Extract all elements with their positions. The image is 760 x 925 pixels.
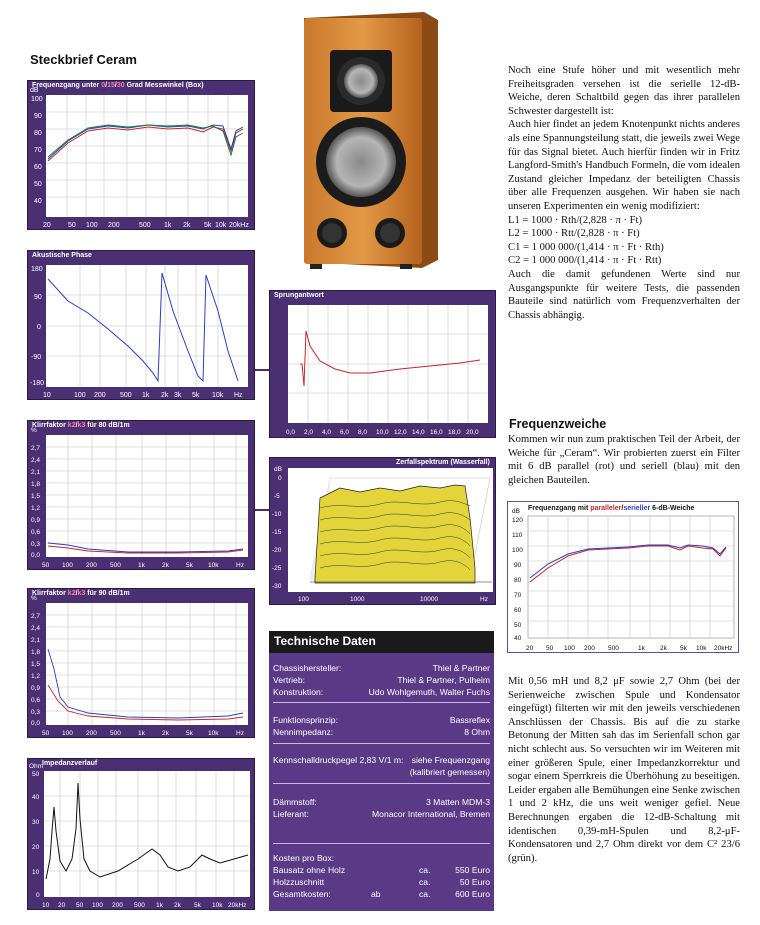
spec-row: Nennimpedanz: 8 Ohm xyxy=(273,727,490,737)
x-tick: 12,0 xyxy=(394,429,407,436)
y-tick: -25 xyxy=(272,565,282,572)
y-tick: 80 xyxy=(514,577,522,584)
y-tick: 2,4 xyxy=(31,625,41,632)
waterfall-plot xyxy=(270,458,497,606)
x-tick: 20kHz xyxy=(228,902,247,909)
x-tick: 5k xyxy=(680,645,687,652)
y-tick: 2,4 xyxy=(31,457,41,464)
x-tick: 10k xyxy=(208,730,219,737)
frequency-response-chart xyxy=(27,80,255,230)
section-heading: Frequenzweiche xyxy=(509,417,607,431)
y-tick: 10 xyxy=(32,869,40,876)
x-tick: 20kHz xyxy=(229,222,249,229)
y-unit: dB xyxy=(512,508,520,515)
x-tick: 50 xyxy=(76,902,84,909)
x-tick: 10 xyxy=(43,392,51,399)
x-tick: 8,0 xyxy=(358,429,368,436)
x-tick: 20 xyxy=(58,902,66,909)
x-tick: 1000 xyxy=(350,596,365,603)
y-tick: 2,1 xyxy=(31,637,41,644)
frequency-response-plot xyxy=(28,81,256,231)
x-tick: 1k xyxy=(138,730,145,737)
chart-title: Akustische Phase xyxy=(32,252,92,259)
step-response-chart xyxy=(269,290,496,438)
x-tick: 100 xyxy=(92,902,103,909)
x-tick: 2k xyxy=(174,902,181,909)
y-tick: 1,5 xyxy=(31,493,41,500)
spec-row: Gesamtkosten: ab ca. 600 Euro xyxy=(273,889,490,899)
x-tick: 100 xyxy=(62,562,73,569)
y-tick: 40 xyxy=(514,635,522,642)
y-unit: dB xyxy=(274,466,282,473)
x-tick: 6,0 xyxy=(340,429,350,436)
impedance-chart xyxy=(27,758,255,910)
y-tick: 1,2 xyxy=(31,673,41,680)
x-tick: 200 xyxy=(112,902,123,909)
x-tick: 18,0 xyxy=(448,429,461,436)
spec-row: Dämmstoff: 3 Matten MDM-3 xyxy=(273,797,490,807)
y-tick: 40 xyxy=(32,794,40,801)
y-tick: -180 xyxy=(30,380,45,387)
x-tick: 500 xyxy=(110,730,121,737)
x-tick: 5k xyxy=(186,730,193,737)
x-tick: 14,0 xyxy=(412,429,425,436)
x-tick: 10k xyxy=(215,222,227,229)
spec-row: Vertrieb: Thiel & Partner, Pulheim xyxy=(273,675,490,685)
y-tick: 100 xyxy=(31,96,43,103)
x-tick: 3k xyxy=(174,392,182,399)
phase-plot xyxy=(28,251,256,401)
formula: L1 = 1000 · Rth/(2,828 · π · Ft) xyxy=(508,214,643,226)
x-tick: 2,0 xyxy=(304,429,314,436)
connector-lines xyxy=(255,360,271,520)
formula: C1 = 1 000 000/(1,414 · π · Ft · Rth) xyxy=(508,241,664,253)
y-unit: Ohm xyxy=(29,763,44,770)
y-tick: 90 xyxy=(514,562,522,569)
y-tick: 2,7 xyxy=(31,613,41,620)
spec-row: Bausatz ohne Holz ca. 550 Euro xyxy=(273,865,490,875)
y-tick: 100 xyxy=(512,547,523,554)
article-column-top xyxy=(508,64,740,322)
chart-title: Frequenzgang unter 0/15/30 Grad Messwinkel (Box) xyxy=(32,82,204,89)
chart-title: Klirrfaktor k2/k3 für 80 dB/1m xyxy=(32,422,130,429)
distortion-80db-plot xyxy=(28,421,256,571)
x-tick: 2k xyxy=(660,645,667,652)
x-tick: 500 xyxy=(139,222,151,229)
x-tick: 2k xyxy=(162,562,169,569)
page-heading: Steckbrief Ceram xyxy=(30,52,137,67)
paragraph: Noch eine Stufe höher und mit wesentlich mehr Freiheitsgraden versehen ist die serielle 12-dB-Weiche, deren Schaltbild gegen das ihrer parallelen Schwester dargestellt ist: xyxy=(508,65,740,117)
spec-row: Kennschalldruckpegel 2,83 V/1 m: siehe Frequenzgang xyxy=(273,755,490,765)
y-tick: -10 xyxy=(272,511,282,518)
y-tick: 30 xyxy=(32,819,40,826)
x-tick: 5k xyxy=(186,562,193,569)
impedance-plot xyxy=(28,759,256,911)
y-tick: 1,8 xyxy=(31,481,41,488)
x-tick: 50 xyxy=(546,645,554,652)
x-tick: 1k xyxy=(638,645,645,652)
spec-row: Holzzuschnitt ca. 50 Euro xyxy=(273,877,490,887)
x-tick: 20 xyxy=(526,645,534,652)
x-tick: 5k xyxy=(194,902,201,909)
paragraph: Kommen wir nun zum praktischen Teil der Arbeit, der Weiche für „Ceram“. Wir probierten zuerst ein Filter mit 6 dB parallel (rot) und seriell (blau) mit den gleichen Bauteilen. xyxy=(508,434,740,486)
x-tick: Hz xyxy=(236,730,244,737)
y-tick: 0,6 xyxy=(31,529,41,536)
x-tick: Hz xyxy=(480,596,488,603)
x-tick: 50 xyxy=(68,222,76,229)
spec-row: Chassishersteller: Thiel & Partner xyxy=(273,663,490,673)
x-tick: 1k xyxy=(142,392,150,399)
y-tick: 60 xyxy=(34,164,42,171)
crossover-chart xyxy=(507,501,739,653)
paragraph: Auch hier findet an jedem Knotenpunkt nichts anderes als eine Spannungsteilung statt, die jeweils zwei Wege für das Signal bietet. Auch hierfür finden wir in Fritz Langford-Smith's Handbuch Formeln, die vom idealen Zustand gleicher Impedanz der beteiligten Chassis über alle Frequenzen ausgehen. Wir haben sie nach unseren Experimenten ein wenig modifiziert: xyxy=(508,119,740,212)
specs-title: Technische Daten xyxy=(269,631,494,653)
y-tick: 0 xyxy=(37,324,41,331)
x-tick: 2k xyxy=(161,392,169,399)
y-unit: dB xyxy=(30,87,39,94)
chart-title: Impedanzverlauf xyxy=(42,760,98,767)
x-tick: 100 xyxy=(298,596,309,603)
x-tick: 100 xyxy=(86,222,98,229)
y-tick: 50 xyxy=(514,622,522,629)
y-tick: 90 xyxy=(34,294,42,301)
y-unit: % xyxy=(31,427,37,434)
y-tick: 80 xyxy=(34,130,42,137)
y-tick: 1,8 xyxy=(31,649,41,656)
x-tick: 10k xyxy=(212,392,224,399)
x-tick: 200 xyxy=(86,562,97,569)
x-tick: 50 xyxy=(42,562,50,569)
x-tick: 200 xyxy=(94,392,106,399)
x-tick: 10000 xyxy=(420,596,439,603)
formula: C2 = 1 000 000/(1,414 · π · Ft · Rtt) xyxy=(508,255,662,267)
y-tick: 0,9 xyxy=(31,685,41,692)
x-tick: 10k xyxy=(212,902,223,909)
chart-title: Klirrfaktor k2/k3 für 90 dB/1m xyxy=(32,590,130,597)
y-tick: 40 xyxy=(34,198,42,205)
x-tick: 500 xyxy=(120,392,132,399)
chart-title: Sprungantwort xyxy=(274,292,324,299)
y-tick: 70 xyxy=(514,592,522,599)
waterfall-chart xyxy=(269,457,496,605)
x-tick: 2k xyxy=(183,222,191,229)
x-tick: 500 xyxy=(110,562,121,569)
y-tick: 50 xyxy=(32,771,40,778)
crossover-plot xyxy=(508,502,740,654)
y-tick: 120 xyxy=(512,517,523,524)
formula: L2 = 1000 · Rtt/(2,828 · π · Ft) xyxy=(508,228,640,240)
spec-row: Konstruktion: Udo Wohlgemuth, Walter Fuchs xyxy=(273,687,490,697)
y-tick: 0,6 xyxy=(31,697,41,704)
y-tick: 70 xyxy=(34,147,42,154)
x-tick: 500 xyxy=(608,645,619,652)
x-tick: Hz xyxy=(234,392,243,399)
x-tick: 20kHz xyxy=(714,645,733,652)
y-tick: 0,0 xyxy=(31,552,41,559)
paragraph: Auch die damit gefundenen Werte sind nur Ausgangspunkte für weitere Tests, die passenden Bauteile sind natürlich vom Frequenzverhalten der Chassis abhängig. xyxy=(508,268,740,321)
x-tick: 16,0 xyxy=(430,429,443,436)
x-tick: 5k xyxy=(192,392,200,399)
spec-row: Funktionsprinzip: Bassreflex xyxy=(273,715,490,725)
distortion-90db-plot xyxy=(28,589,256,739)
y-tick: -15 xyxy=(272,529,282,536)
x-tick: Hz xyxy=(236,562,244,569)
y-unit: % xyxy=(31,595,37,602)
y-tick: 2,1 xyxy=(31,469,41,476)
spec-row: (kalibriert gemessen) xyxy=(409,767,490,777)
x-tick: 5k xyxy=(204,222,212,229)
x-tick: 1k xyxy=(156,902,163,909)
y-tick: 0,3 xyxy=(31,541,41,548)
distortion-90db-chart xyxy=(27,588,255,738)
y-tick: 180 xyxy=(31,266,43,273)
spec-row: Kosten pro Box: xyxy=(273,853,335,863)
y-tick: 0,0 xyxy=(31,720,41,727)
y-tick: 20 xyxy=(32,844,40,851)
phase-chart xyxy=(27,250,255,400)
y-tick: 1,2 xyxy=(31,505,41,512)
distortion-80db-chart xyxy=(27,420,255,570)
x-tick: 100 xyxy=(564,645,575,652)
y-tick: 60 xyxy=(514,607,522,614)
y-tick: 0 xyxy=(278,475,282,482)
article-column-bottom xyxy=(508,675,740,865)
x-tick: 20 xyxy=(43,222,51,229)
x-tick: 200 xyxy=(584,645,595,652)
chart-title: Frequenzgang mit paralleler/serieller 6-dB-Weiche xyxy=(528,505,695,512)
x-tick: 4,0 xyxy=(322,429,332,436)
x-tick: 100 xyxy=(62,730,73,737)
y-tick: 0 xyxy=(36,892,40,899)
y-tick: -20 xyxy=(272,547,282,554)
technical-data-box xyxy=(269,631,494,911)
y-tick: 1,5 xyxy=(31,661,41,668)
y-tick: 2,7 xyxy=(31,445,41,452)
x-tick: 1k xyxy=(164,222,172,229)
y-tick: 50 xyxy=(34,181,42,188)
paragraph: Mit 0,56 mH und 8,2 μF sowie 2,7 Ohm (bei der Serienweiche zwischen Spule und Kondensator eingefügt) filterten wir mit den jeweils verschiedenen Anschlüssen der Chassis. Bis auf die zu starke Betonung der Mitten sah das im Serienfall schon gar nicht schlecht aus. So versuchten wir im Weiteren mit einer größeren Spule, einer Impedanzkorrektur und sogar einem Sperrkreis die Überhöhung zu beseitigen. Leider ergaben alle Bemühungen eine Senke zwischen 1 und 2 kHz, die uns weit weniger gefiel. Neue Berechnungen ergaben die 12-dB-Schaltung mit identischen 0,39-mH-Spulen und 8,2-μF-Kondensatoren und 2,7 Ohm direkt vor dem C² 23/6 (grün). xyxy=(508,676,740,864)
x-tick: 50 xyxy=(42,730,50,737)
x-tick: 10 xyxy=(42,902,50,909)
y-tick: 110 xyxy=(512,532,523,539)
y-tick: -30 xyxy=(272,583,282,590)
x-tick: 0,0 xyxy=(286,429,296,436)
y-tick: -5 xyxy=(274,493,280,500)
x-tick: 100 xyxy=(74,392,86,399)
y-tick: 0,3 xyxy=(31,709,41,716)
x-tick: 2k xyxy=(162,730,169,737)
x-tick: 200 xyxy=(86,730,97,737)
y-tick: -90 xyxy=(31,354,42,361)
step-response-plot xyxy=(270,291,497,439)
article-column-mid xyxy=(508,433,740,487)
x-tick: 200 xyxy=(108,222,120,229)
x-tick: 10,0 xyxy=(376,429,389,436)
speaker-photo xyxy=(300,10,440,270)
y-tick: 0,9 xyxy=(31,517,41,524)
spec-row: Lieferant: Monacor International, Bremen xyxy=(273,809,490,819)
x-tick: 10k xyxy=(208,562,219,569)
x-tick: 10k xyxy=(696,645,707,652)
x-tick: 20,0 xyxy=(466,429,479,436)
x-tick: 500 xyxy=(134,902,145,909)
x-tick: 1k xyxy=(138,562,145,569)
y-tick: 90 xyxy=(34,113,42,120)
chart-title: Zerfallspektrum (Wasserfall) xyxy=(396,459,490,466)
